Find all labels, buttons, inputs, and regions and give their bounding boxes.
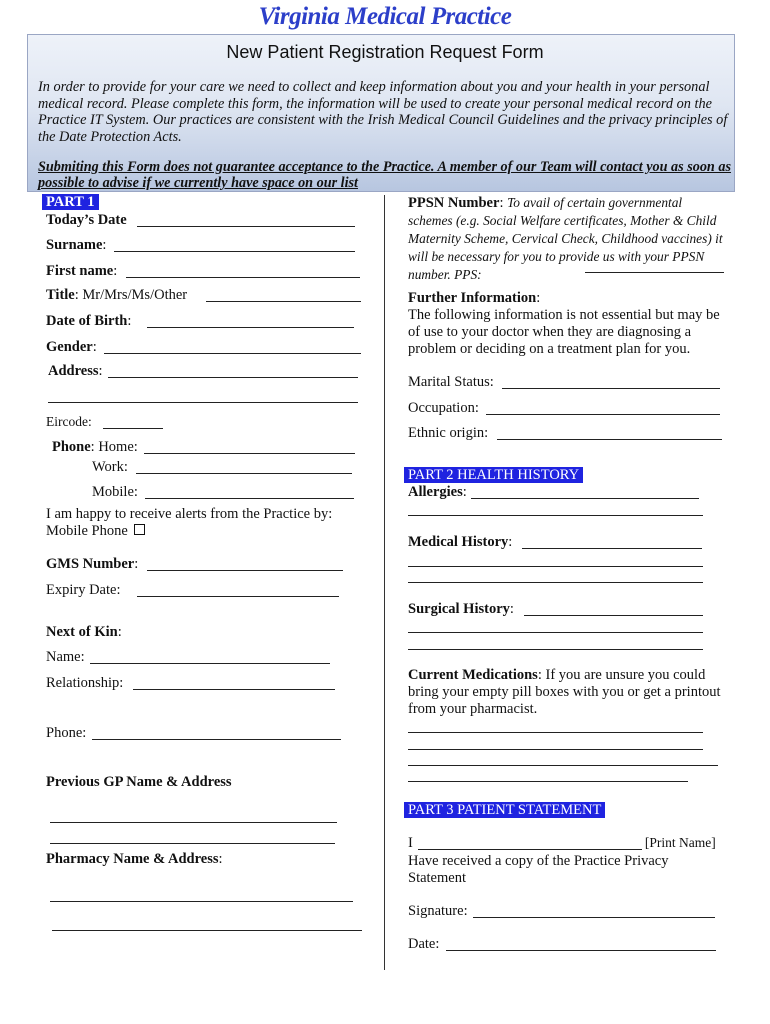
kin-phone-label: Phone: [46, 725, 87, 741]
gms-field[interactable] [147, 570, 343, 571]
date-field[interactable] [446, 950, 716, 951]
part3-heading: PART 3 PATIENT STATEMENT [404, 801, 605, 819]
todays-date-label: Today’s Date [46, 212, 127, 228]
kin-name-field[interactable] [90, 663, 330, 664]
previous-gp-field-1[interactable] [50, 822, 337, 823]
current-meds-field-3[interactable] [408, 765, 718, 766]
address-label: Address: [48, 363, 103, 379]
surgical-history-field-1[interactable] [524, 615, 703, 616]
surgical-history-field-2[interactable] [408, 632, 703, 633]
previous-gp-label: Previous GP Name & Address [46, 774, 232, 790]
form-title: New Patient Registration Request Form [226, 42, 544, 62]
current-meds-field-2[interactable] [408, 749, 703, 750]
gender-field[interactable] [104, 353, 361, 354]
surname-field[interactable] [114, 251, 355, 252]
previous-gp-field-2[interactable] [50, 843, 335, 844]
address-field-1[interactable] [108, 377, 358, 378]
ppsn-section: PPSN Number: To avail of certain governmental schemes (e.g. Social Welfare certificates, Mother & Child Maternity Scheme, Cervical Check, Childhood vaccines) it will be necessary for you to provide us with your PPSN number. PPS: [408, 195, 723, 282]
print-name-row: I [Print Name] [408, 835, 716, 851]
first-name-label: First name: [46, 263, 118, 279]
kin-relationship-field[interactable] [133, 689, 335, 690]
allergies-label: Allergies: [408, 484, 467, 500]
title-label: Title: Mr/Mrs/Ms/Other [46, 287, 188, 303]
marital-field[interactable] [502, 388, 720, 389]
signature-field[interactable] [473, 917, 715, 918]
marital-label: Marital Status: [408, 374, 494, 390]
alerts-option: Mobile Phone [46, 523, 145, 540]
expiry-field[interactable] [137, 596, 339, 597]
pharmacy-field-1[interactable] [50, 901, 353, 902]
occupation-field[interactable] [486, 414, 720, 415]
gms-label: GMS Number: [46, 556, 139, 572]
medical-history-field-3[interactable] [408, 582, 703, 583]
eircode-field[interactable] [103, 428, 163, 429]
statement-text: Have received a copy of the Practice Privacy Statement [408, 853, 669, 886]
alerts-text: I am happy to receive alerts from the Practice by: [46, 506, 333, 522]
phone-home-label: Phone: Home: [52, 439, 138, 455]
ethnic-field[interactable] [497, 439, 722, 440]
dob-label: Date of Birth: [46, 313, 132, 329]
allergies-field-1[interactable] [471, 498, 699, 499]
first-name-field[interactable] [126, 277, 360, 278]
dob-field[interactable] [147, 327, 354, 328]
ethnic-label: Ethnic origin: [408, 425, 489, 441]
address-field-2[interactable] [48, 402, 358, 403]
current-meds-section: Current Medications: If you are unsure you could bring your empty pill boxes with you or get a printout from your pharmacist. [408, 667, 721, 717]
pharmacy-field-2[interactable] [52, 930, 362, 931]
kin-name-label: Name: [46, 649, 85, 665]
medical-history-field-1[interactable] [522, 548, 702, 549]
phone-mobile-label: Mobile: [92, 484, 138, 500]
part1-heading: PART 1 [42, 193, 99, 211]
expiry-label: Expiry Date: [46, 582, 121, 598]
ppsn-field[interactable] [585, 272, 724, 273]
title-field[interactable] [206, 301, 361, 302]
current-meds-field-4[interactable] [408, 781, 688, 782]
column-divider [384, 195, 385, 970]
surgical-history-label: Surgical History: [408, 601, 514, 617]
medical-history-field-2[interactable] [408, 566, 703, 567]
phone-home-field[interactable] [144, 453, 355, 454]
surgical-history-field-3[interactable] [408, 649, 703, 650]
allergies-field-2[interactable] [408, 515, 703, 516]
current-meds-field-1[interactable] [408, 732, 703, 733]
gender-label: Gender: [46, 339, 97, 355]
signature-label: Signature: [408, 903, 468, 919]
medical-history-label: Medical History: [408, 534, 513, 550]
practice-name: Virginia Medical Practice [258, 3, 512, 30]
eircode-label: Eircode: [46, 414, 92, 429]
kin-relationship-label: Relationship: [46, 675, 124, 691]
mobile-phone-checkbox[interactable] [134, 524, 145, 535]
date-label: Date: [408, 936, 440, 952]
part2-heading: PART 2 HEALTH HISTORY [404, 466, 583, 484]
phone-work-label: Work: [92, 459, 128, 475]
further-info-section: Further Information: The following information is not essential but may be of use to your doctor when they are diagnosing a problem or deciding on a treatment plan for you. [408, 290, 720, 357]
pharmacy-label: Pharmacy Name & Address: [46, 851, 223, 867]
next-of-kin-label: Next of Kin: [46, 624, 122, 640]
surname-label: Surname: [46, 237, 107, 253]
phone-mobile-field[interactable] [145, 498, 354, 499]
todays-date-field[interactable] [137, 226, 355, 227]
print-name-field[interactable] [418, 849, 642, 850]
intro-text: In order to provide for your care we need to collect and keep information about you and your health in your personal medical record. Please complete this form, the information will be used to create your personal medical record on the Practice IT System. Our practices are consistent with the Irish Medical Council Guidelines and the privacy principles of the Date Protection Acts. [38, 79, 728, 145]
kin-phone-field[interactable] [92, 739, 341, 740]
occupation-label: Occupation: [408, 400, 479, 416]
phone-work-field[interactable] [136, 473, 352, 474]
notice-text: Submiting this Form does not guarantee acceptance to the Practice. A member of our Team will contact you as soon as possible to advise if we currently have space on our list [38, 159, 731, 192]
